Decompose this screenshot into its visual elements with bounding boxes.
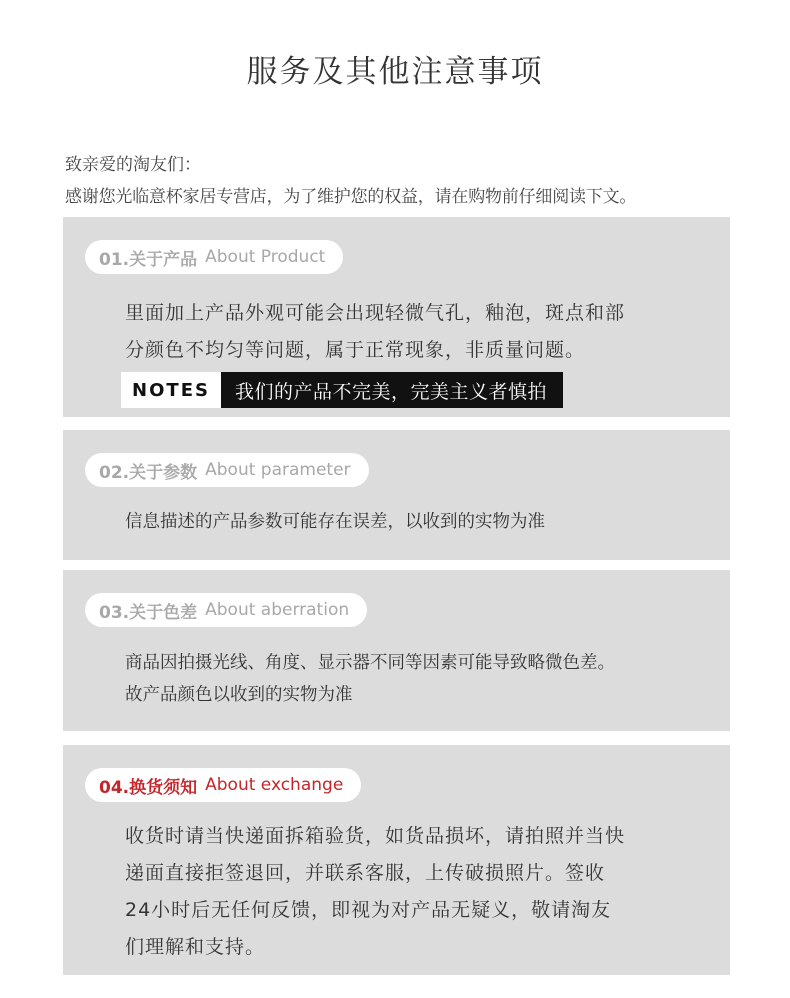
section-about-aberration [63, 570, 730, 731]
section-english-title: About Product [205, 247, 326, 267]
greeting-line: 致亲爱的淘友们： [65, 155, 201, 175]
notes-message: 我们的产品不完美，完美主义者慎拍 [221, 372, 563, 408]
page-title: 服务及其他注意事项 [246, 54, 544, 90]
body-line: 24小时后无任何反馈，即视为对产品无疑义，敬请淘友 [125, 899, 612, 921]
body-line: 信息描述的产品参数可能存在误差，以收到的实物为准 [125, 512, 545, 532]
section-about-exchange [63, 745, 730, 975]
section-header-pill [85, 768, 361, 802]
body-line: 们理解和支持。 [125, 936, 266, 958]
section-body [125, 818, 625, 966]
section-number: 01.关于产品 [99, 249, 198, 270]
notes-banner [121, 372, 563, 408]
section-body [125, 647, 615, 711]
body-line: 里面加上产品外观可能会出现轻微气孔，釉泡，斑点和部 [125, 302, 626, 324]
section-english-title: About parameter [205, 460, 351, 480]
notes-tag: NOTES [121, 372, 221, 408]
body-line: 分颜色不均匀等问题，属于正常现象，非质量问题。 [125, 339, 586, 361]
body-line: 故产品颜色以收到的实物为准 [125, 685, 353, 705]
section-body [125, 506, 545, 538]
section-body [125, 295, 625, 369]
body-line: 递面直接拒签退回，并联系客服，上传破损照片。签收 [125, 862, 606, 884]
section-header-pill [85, 240, 343, 274]
intro-line: 感谢您光临意杯家居专营店，为了维护您的权益，请在购物前仔细阅读下文。 [65, 187, 637, 207]
section-header-pill [85, 453, 369, 487]
section-header-pill [85, 593, 367, 627]
section-number: 02.关于参数 [99, 462, 198, 483]
section-about-parameter [63, 430, 730, 560]
section-number: 03.关于色差 [99, 602, 198, 623]
section-english-title: About aberration [205, 600, 350, 620]
body-line: 商品因拍摄光线、角度、显示器不同等因素可能导致略微色差。 [125, 653, 615, 673]
section-english-title: About exchange [205, 775, 344, 795]
body-line: 收货时请当快递面拆箱验货，如货品损坏，请拍照并当快 [125, 825, 626, 847]
section-number: 04.换货须知 [99, 777, 198, 798]
section-about-product [63, 217, 730, 417]
